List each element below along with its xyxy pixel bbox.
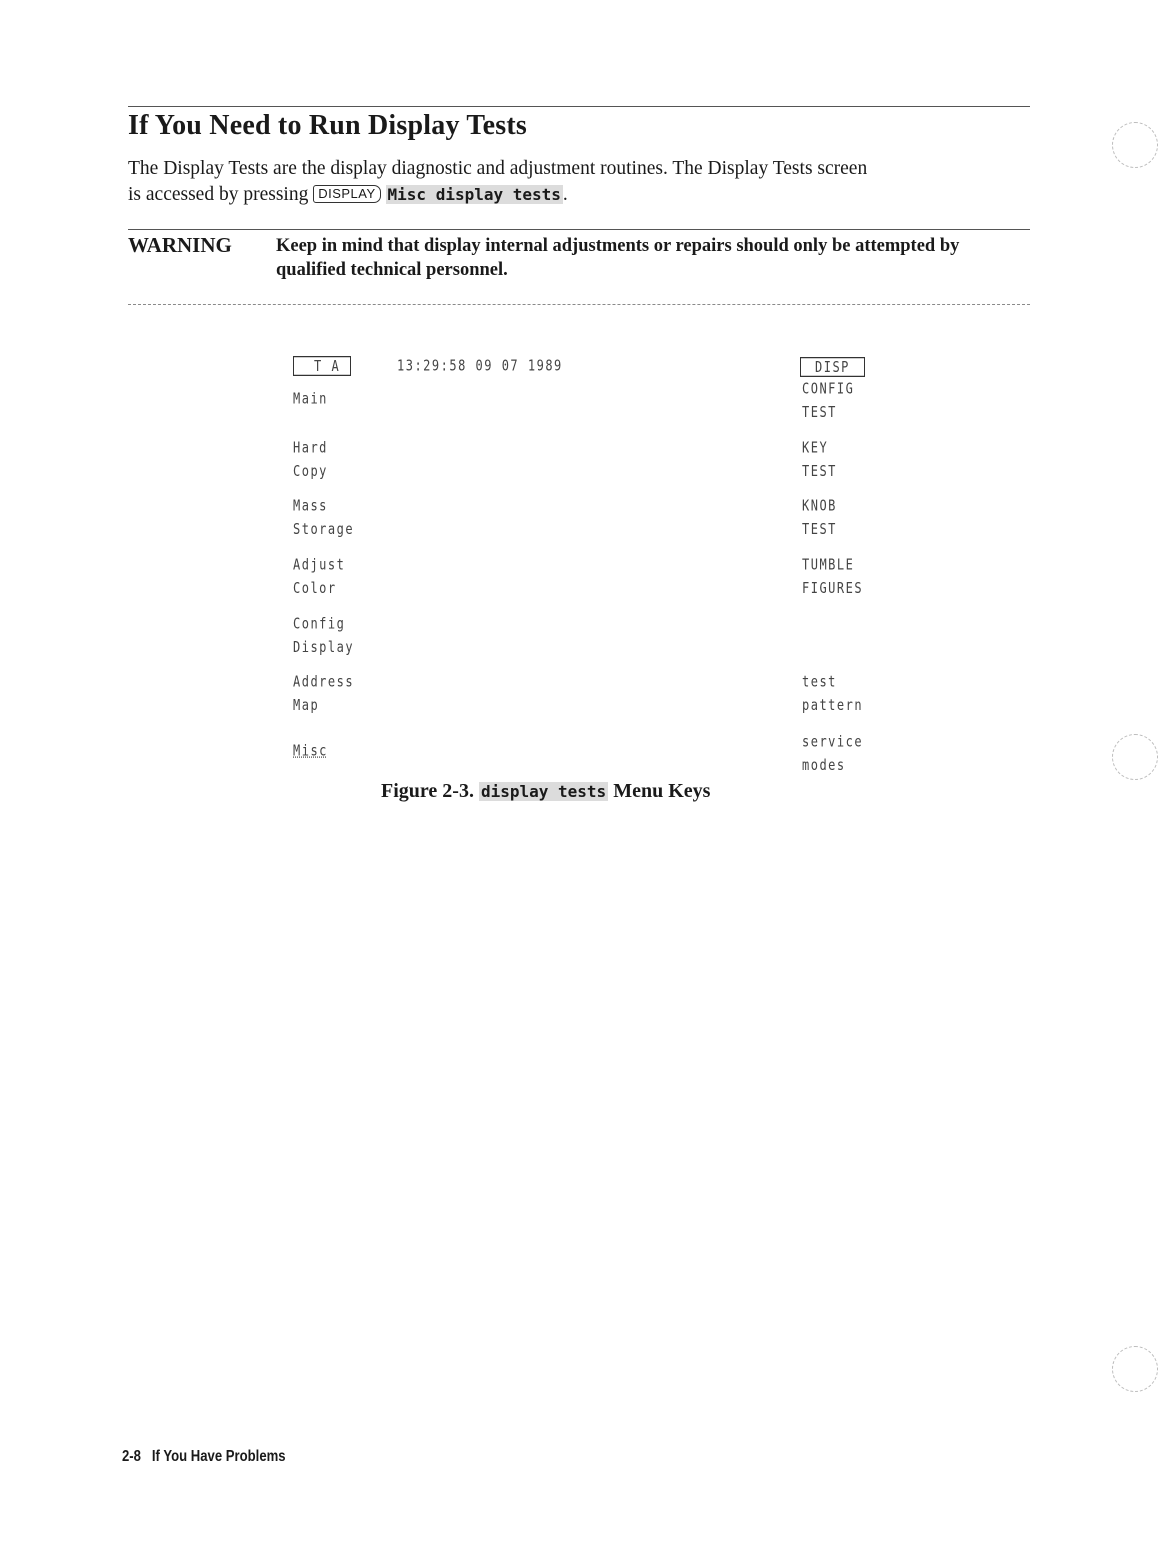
softkey-tumble-figures-line1: TUMBLE [802, 555, 855, 573]
figure-number: Figure 2-3. [381, 780, 474, 802]
softkey-test-pattern-line1: test [802, 672, 837, 690]
softkey-config-test-line2: TEST [802, 403, 837, 421]
softkey-config-display[interactable] [293, 612, 354, 660]
softkey-config-test-line1: CONFIG [802, 379, 855, 397]
softkey-adjust-color[interactable] [293, 553, 345, 601]
page-footer [122, 1448, 286, 1466]
softkey-misc-line1: Misc [293, 741, 328, 759]
softkey-mass-storage[interactable] [293, 494, 354, 542]
binder-hole-bottom [1112, 1346, 1158, 1392]
intro-text-1: The Display Tests are the display diagnostic and adjustment routines. The Display Tests screen [128, 158, 868, 179]
figure-caption [381, 780, 710, 803]
softkey-mass-storage-line2: Storage [293, 520, 355, 538]
softkey-config-display-line1: Config [293, 614, 346, 632]
softkey-key-test-line2: TEST [802, 462, 837, 480]
softkey-main-line1: Main [293, 389, 328, 407]
figure-softkey: display tests [480, 782, 607, 801]
warning-label: WARNING [128, 233, 232, 257]
softkey-service-modes-line1: service [802, 732, 864, 750]
softkey-adjust-color-line1: Adjust [293, 555, 346, 573]
softkey-main[interactable] [293, 387, 328, 411]
softkey-test-pattern-line2: pattern [802, 696, 864, 714]
footer-page-number: 2-8 [122, 1448, 141, 1465]
softkey-config-display-line2: Display [293, 638, 355, 656]
softkey-service-modes-line2: modes [802, 756, 846, 774]
screen-timestamp: 13:29:58 09 07 1989 [397, 356, 563, 374]
warning-text: Keep in mind that display internal adjustments or repairs should only be attempted by qualified technical personnel. [276, 236, 960, 280]
softkey-hard-copy-line1: Hard [293, 438, 328, 456]
softkey-misc[interactable] [293, 739, 328, 763]
softkey-address-map-line2: Map [293, 696, 320, 714]
softkey-tumble-figures[interactable] [802, 553, 863, 601]
softkey-knob-test-line2: TEST [802, 520, 837, 538]
footer-chapter: If You Have Problems [151, 1448, 286, 1465]
softkey-adjust-color-line2: Color [293, 579, 337, 597]
display-hardkey[interactable]: DISPLAY [313, 185, 380, 203]
binder-hole-middle [1112, 734, 1158, 780]
softkey-mass-storage-line1: Mass [293, 496, 328, 514]
softkey-address-map[interactable] [293, 670, 354, 718]
softkey-tumble-figures-line2: FIGURES [802, 579, 864, 597]
misc-display-tests-softkey[interactable]: Misc display tests [387, 185, 561, 204]
disp-mode-box: DISP [800, 357, 865, 377]
softkey-key-test-line1: KEY [802, 438, 829, 456]
softkey-knob-test[interactable] [802, 494, 837, 542]
binder-hole-top [1112, 122, 1158, 168]
softkey-config-test[interactable] [802, 377, 854, 425]
intro-text-2: is accessed by pressing [128, 184, 309, 205]
softkey-hard-copy-line2: Copy [293, 462, 328, 480]
softkey-test-pattern[interactable] [802, 670, 863, 718]
section-heading: If You Need to Run Display Tests [128, 110, 528, 141]
softkey-key-test[interactable] [802, 436, 837, 484]
status-indicator-box: T A [293, 356, 351, 376]
softkey-knob-test-line1: KNOB [802, 496, 837, 514]
figure-suffix: Menu Keys [613, 780, 711, 802]
softkey-service-modes[interactable] [802, 730, 863, 778]
softkey-address-map-line1: Address [293, 672, 355, 690]
intro-period: . [562, 184, 568, 205]
softkey-hard-copy[interactable] [293, 436, 328, 484]
